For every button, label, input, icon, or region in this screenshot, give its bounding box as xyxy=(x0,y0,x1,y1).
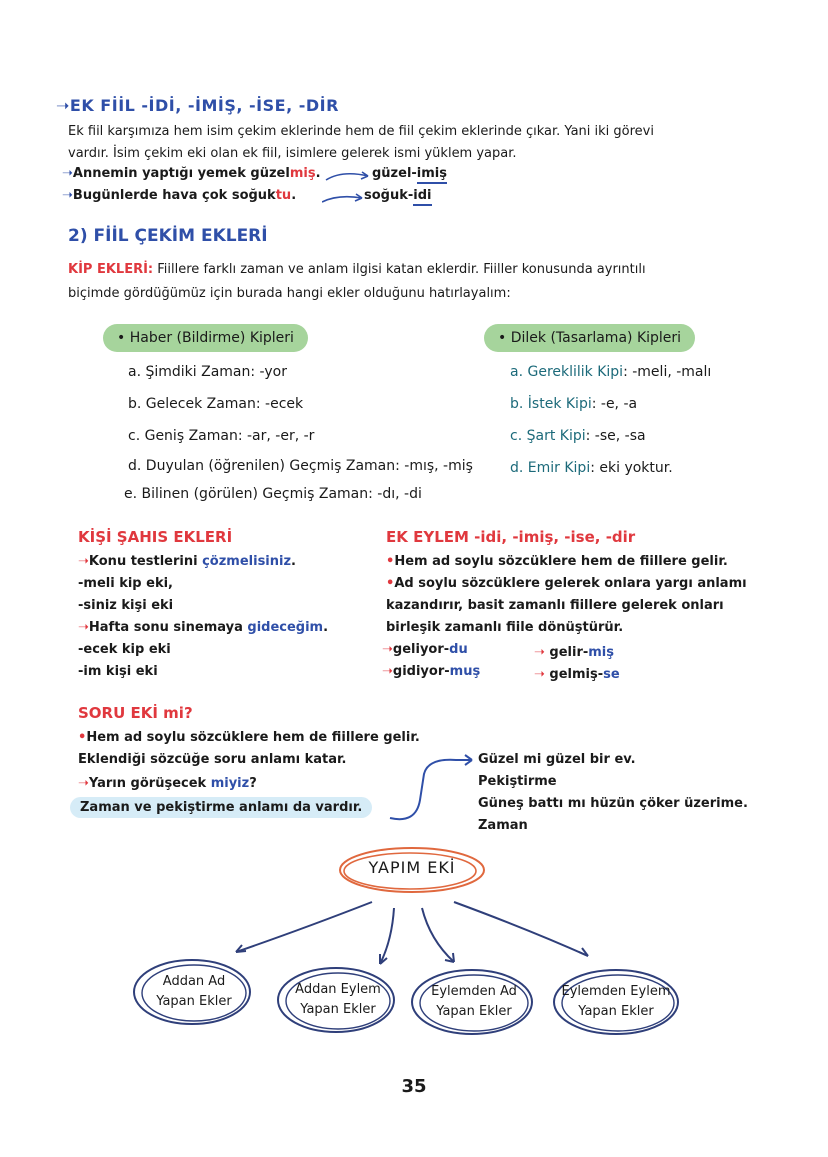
ek-fiil-line2: vardır. İsim çekim eki olan ek fiil, isimlere gelerek ismi yüklem yapar. xyxy=(68,146,517,161)
haber-item-a: a. Şimdiki Zaman: -yor xyxy=(128,364,287,380)
ek-eylem-heading: EK EYLEM -idi, -imiş, -ise, -dir xyxy=(386,528,636,546)
kisi-line-4: -im kişi eki xyxy=(78,664,158,679)
kisi-line-2: -siniz kişi eki xyxy=(78,598,174,613)
dilek-item-a: a. Gereklilik Kipi: -meli, -malı xyxy=(510,364,712,380)
haber-item-d: d. Duyulan (öğrenilen) Geçmiş Zaman: -mış, -miş xyxy=(128,458,473,474)
kip-ekleri-line2: biçimde gördüğümüz için burada hangi ekler olduğunu hatırlayalım: xyxy=(68,286,511,301)
soru-line-3: ➝Yarın görüşecek miyiz? xyxy=(78,776,257,791)
dilek-kipleri-title: • Dilek (Tasarlama) Kipleri xyxy=(484,324,695,352)
arrow-right-icon: ➝ xyxy=(382,664,393,679)
dilek-item-c: c. Şart Kipi: -se, -sa xyxy=(510,428,646,444)
fiil-cekim-heading: 2) FİİL ÇEKİM EKLERİ xyxy=(68,226,268,246)
dilek-item-b: b. İstek Kipi: -e, -a xyxy=(510,396,638,412)
yapim-node-2: Addan Eylem Yapan Ekler xyxy=(295,982,381,1017)
soru-line-1: •Hem ad soylu sözcüklere hem de fiillere gelir. xyxy=(78,730,420,745)
arrow-right-icon: ➝ xyxy=(534,645,550,660)
arrow-right-icon: ➝ xyxy=(62,166,73,181)
yapim-node-1: Addan Ad Yapan Ekler xyxy=(156,974,232,1009)
ek-eylem-example-3: ➝ gelir-miş xyxy=(534,645,615,660)
yapim-node-4: Eylemden Eylem Yapan Ekler xyxy=(561,984,671,1019)
kisi-ekleri-heading: KİŞİ ŞAHIS EKLERİ xyxy=(78,528,233,546)
bullet-icon: • xyxy=(386,554,395,569)
kisi-line-3: -ecek kip eki xyxy=(78,642,171,657)
arrow-right-icon: ➝ xyxy=(62,188,73,203)
ek-eylem-line-2b: kazandırır, basit zamanlı fiillere gelerek onları xyxy=(386,598,724,613)
arrow-right-icon: ➝ xyxy=(56,96,70,115)
ek-fiil-result-1: güzel-imiş xyxy=(372,166,447,181)
haber-item-e: e. Bilinen (görülen) Geçmiş Zaman: -dı, -di xyxy=(124,486,422,502)
dilek-item-d: d. Emir Kipi: eki yoktur. xyxy=(510,460,673,476)
haber-item-b: b. Gelecek Zaman: -ecek xyxy=(128,396,304,412)
arrow-right-icon: ➝ xyxy=(534,667,550,682)
ek-eylem-bullet-2: •Ad soylu sözcüklere gelerek onlara yargı anlamı xyxy=(386,576,747,591)
kisi-example-1: ➝Konu testlerini çözmelisiniz. xyxy=(78,554,296,569)
haber-kipleri-title: • Haber (Bildirme) Kipleri xyxy=(103,324,308,352)
ek-fiil-result-2: soğuk-idi xyxy=(364,188,432,203)
soru-eki-heading: SORU EKİ mi? xyxy=(78,704,193,722)
bullet-icon: • xyxy=(78,730,87,745)
ek-eylem-example-4: ➝ gelmiş-se xyxy=(534,667,620,682)
soru-right-4: Zaman xyxy=(478,818,528,833)
soru-line-2: Eklendiği sözcüğe soru anlamı katar. xyxy=(78,752,347,767)
yapim-node-3: Eylemden Ad Yapan Ekler xyxy=(431,984,517,1019)
soru-right-3: Güneş battı mı hüzün çöker üzerime. xyxy=(478,796,748,811)
ek-eylem-example-1: ➝geliyor-du xyxy=(382,642,468,657)
ek-fiil-heading: ➝EK FİİL -İDİ, -İMİŞ, -İSE, -DİR xyxy=(56,96,339,115)
arrow-right-icon: ➝ xyxy=(78,554,89,569)
ek-fiil-example-2: ➝Bugünlerde hava çok soğuktu. xyxy=(62,188,297,203)
yapim-eki-title: YAPIM EKİ xyxy=(368,858,456,877)
soru-right-1: Güzel mi güzel bir ev. xyxy=(478,752,636,767)
soru-connector-arrow xyxy=(386,750,482,826)
ek-eylem-bullet-1: •Hem ad soylu sözcüklere hem de fiillere gelir. xyxy=(386,554,728,569)
ek-fiil-example-1: ➝Annemin yaptığı yemek güzelmiş. xyxy=(62,166,321,181)
ek-eylem-line-2c: birleşik zamanlı fiile dönüştürür. xyxy=(386,620,624,635)
soru-right-2: Pekiştirme xyxy=(478,774,557,789)
kisi-line-1: -meli kip eki, xyxy=(78,576,173,591)
haber-item-c: c. Geniş Zaman: -ar, -er, -r xyxy=(128,428,315,444)
arrow-right-icon: ➝ xyxy=(382,642,393,657)
kisi-example-2: ➝Hafta sonu sinemaya gideceğim. xyxy=(78,620,329,635)
ek-fiil-arrows xyxy=(322,168,382,208)
bullet-icon: • xyxy=(386,576,395,591)
soru-line-4: Zaman ve pekiştirme anlamı da vardır. xyxy=(70,797,372,818)
kip-ekleri-line1: KİP EKLERİ: Fiillere farklı zaman ve anlam ilgisi katan eklerdir. Fiiller konusunda ayrıntılı xyxy=(68,262,646,277)
ek-fiil-line1: Ek fiil karşımıza hem isim çekim eklerinde hem de fiil çekim eklerinde çıkar. Yani iki görevi xyxy=(68,124,654,139)
page-number: 35 xyxy=(401,1076,427,1097)
ek-eylem-example-2: ➝gidiyor-muş xyxy=(382,664,481,679)
arrow-right-icon: ➝ xyxy=(78,776,89,791)
arrow-right-icon: ➝ xyxy=(78,620,89,635)
